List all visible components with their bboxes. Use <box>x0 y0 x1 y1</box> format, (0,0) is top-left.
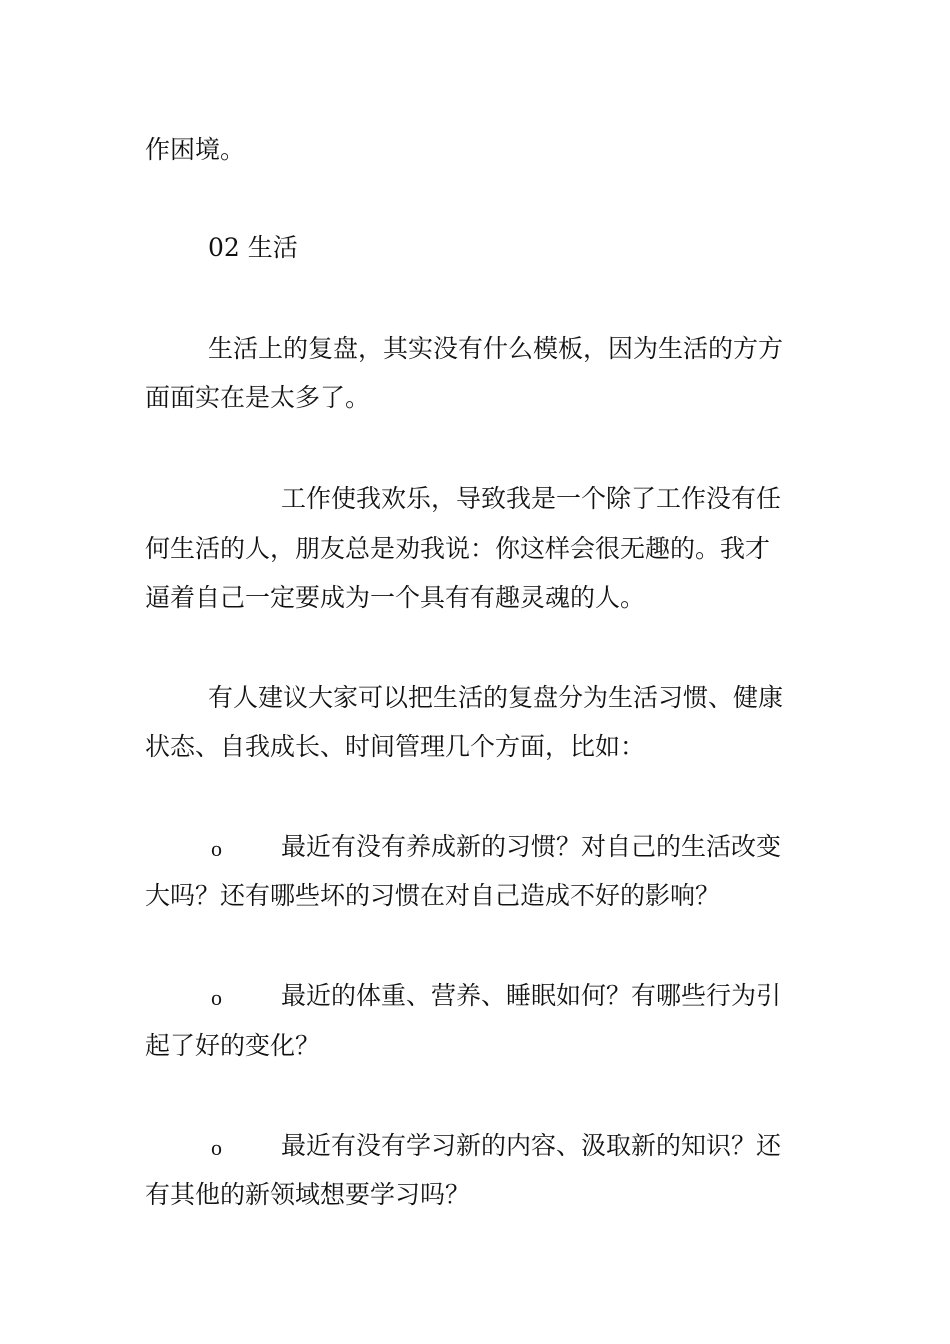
bullet-line: 最近有没有养成新的习惯？对自己的生活改变 <box>281 832 782 861</box>
paragraph-line: 状态、自我成长、时间管理几个方面，比如： <box>145 732 646 761</box>
paragraph-line: 有人建议大家可以把生活的复盘分为生活习惯、健康 <box>208 683 784 712</box>
bullet-marker: o <box>211 1135 222 1160</box>
bullet-line: 大吗？还有哪些坏的习惯在对自己造成不好的影响？ <box>145 881 721 910</box>
section-heading: 02 生活 <box>208 233 298 262</box>
bullet-line: 起了好的变化？ <box>145 1031 321 1060</box>
paragraph-line: 生活上的复盘，其实没有什么模板，因为生活的方方 <box>208 334 784 363</box>
bullet-line: 最近的体重、营养、睡眠如何？有哪些行为引 <box>281 981 782 1010</box>
paragraph-line: 逼着自己一定要成为一个具有有趣灵魂的人。 <box>145 583 646 612</box>
continuation-text: 作困境。 <box>145 135 246 164</box>
bullet-line: 有其他的新领域想要学习吗？ <box>145 1180 471 1209</box>
bullet-line: 最近有没有学习新的内容、汲取新的知识？还 <box>281 1131 782 1160</box>
paragraph-line: 面面实在是太多了。 <box>145 383 371 412</box>
bullet-marker: o <box>211 985 222 1010</box>
bullet-marker: o <box>211 836 222 861</box>
paragraph-line: 何生活的人，朋友总是劝我说：你这样会很无趣的。我才 <box>145 534 771 563</box>
paragraph-line: 工作使我欢乐，导致我是一个除了工作没有任 <box>281 484 782 513</box>
